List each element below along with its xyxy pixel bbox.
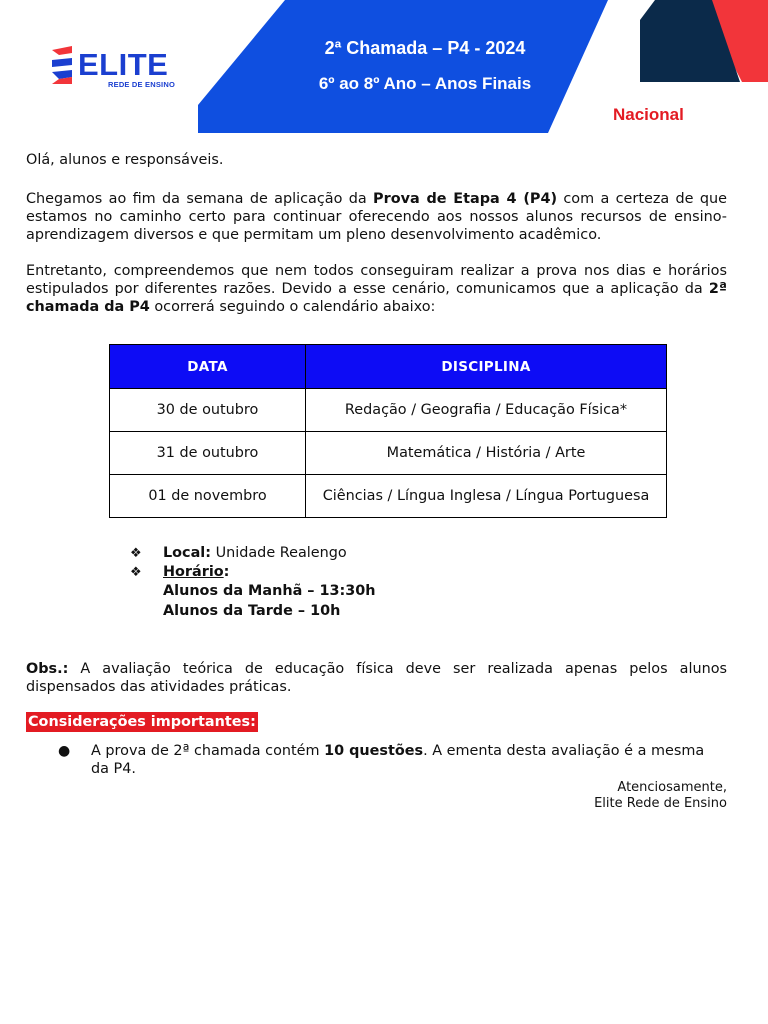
signature-closing: Atenciosamente, xyxy=(617,780,727,795)
table-row xyxy=(110,432,667,475)
header-data: DATA xyxy=(110,345,306,389)
scope-tag: Nacional xyxy=(613,105,684,124)
considerations-item: A prova de 2ª chamada contém 10 questões. A ementa desta avaliação é a mesma da P4. xyxy=(91,743,705,777)
logo-wordmark: ELITE xyxy=(78,47,169,82)
schedule-table xyxy=(109,344,667,518)
bullet-dot-icon: ● xyxy=(58,743,71,759)
paragraph-announcement: Entretanto, compreendemos que nem todos conseguiram realizar a prova nos dias e horários estipulados por diferentes razões. Devido a esse cenário, comunicamos que a aplicação da 2ª chamada da P4 ocorrerá seguindo o calendário abaixo: xyxy=(26,263,727,315)
considerations-heading: Considerações importantes: xyxy=(28,714,256,730)
date-cell: 30 de outubro xyxy=(110,389,306,432)
document-subtitle: 6º ao 8º Ano – Anos Finais xyxy=(318,74,532,93)
date-cell: 01 de novembro xyxy=(110,475,306,518)
subjects-cell: Matemática / História / Arte xyxy=(306,432,667,475)
table-row xyxy=(110,389,667,432)
diamond-bullet-icon: ❖ xyxy=(130,565,142,580)
table-row xyxy=(110,475,667,518)
local-label: Local: xyxy=(163,545,211,561)
date-cell: 31 de outubro xyxy=(110,432,306,475)
paragraph-intro: Chegamos ao fim da semana de aplicação da Prova de Etapa 4 (P4) com a certeza de que estamos no caminho certo para continuar oferecendo aos nossos alunos recursos de ensino-aprendizagem diversos e que permitam um pleno desenvolvimento acadêmico. xyxy=(26,191,727,243)
horario-label: Horário xyxy=(163,564,224,580)
observation-note: Obs.: A avaliação teórica de educação física deve ser realizada apenas pelos alunos dispensados das atividades práticas. xyxy=(26,661,727,695)
banner-blue-shape xyxy=(198,0,608,133)
header-disciplina: DISCIPLINA xyxy=(306,345,667,389)
subjects-cell: Ciências / Língua Inglesa / Língua Portuguesa xyxy=(306,475,667,518)
logo-subtitle: REDE DE ENSINO xyxy=(108,80,175,89)
obs-label: Obs.: xyxy=(26,661,69,677)
document-title: 2ª Chamada – P4 - 2024 xyxy=(324,38,526,58)
table-header-row xyxy=(110,345,667,389)
signature-name: Elite Rede de Ensino xyxy=(594,796,727,811)
local-value: Unidade Realengo xyxy=(211,545,347,561)
subjects-cell: Redação / Geografia / Educação Física* xyxy=(306,389,667,432)
diamond-bullet-icon: ❖ xyxy=(130,546,142,561)
greeting: Olá, alunos e responsáveis. xyxy=(26,152,224,168)
